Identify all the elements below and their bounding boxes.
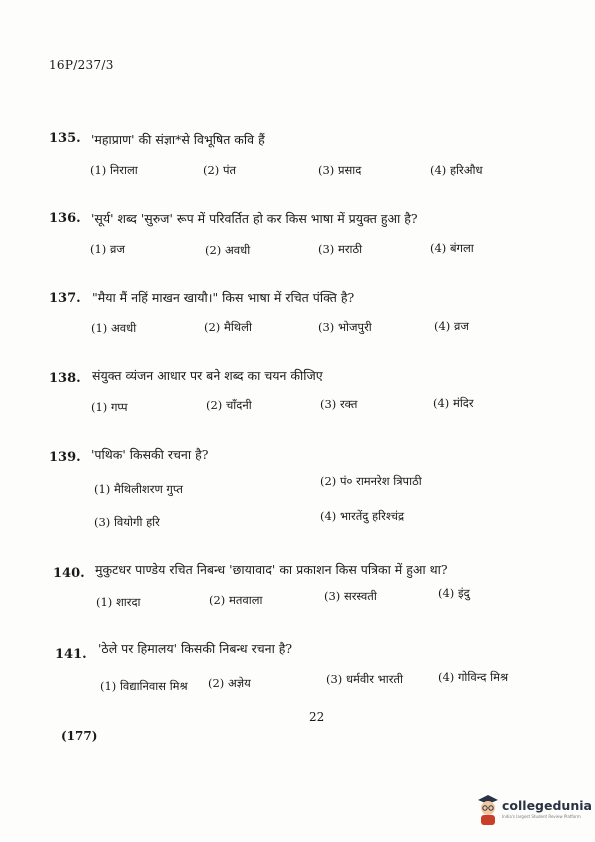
question-text: 'पथिक' किसकी रचना है? [91, 447, 209, 462]
option-1: (1) मैथिलीशरण गुप्त [94, 482, 183, 496]
option-4: (4) बंगला [430, 241, 474, 255]
question-text: 'सूर्य' शब्द 'सुरुज' रूप में परिवर्तित हो कर किस भाषा में प्रयुक्त हुआ है? [91, 211, 418, 226]
option-3: (3) भोजपुरी [318, 320, 372, 334]
option-3: (3) सरस्वती [324, 589, 377, 603]
question-text: "मैया मैं नहिं माखन खायौ।" किस भाषा में रचित पंक्ति है? [92, 290, 355, 305]
footer-code: (177) [61, 729, 98, 743]
question-text: 'ठेले पर हिमालय' किसकी निबन्ध रचना है? [98, 641, 293, 656]
question-number: 140. [53, 566, 85, 581]
brand-name: collegedunia [502, 798, 592, 813]
option-1: (1) गप्प [91, 400, 128, 414]
question-number: 137. [49, 291, 81, 306]
option-3: (3) मराठी [318, 242, 363, 256]
question-number: 135. [49, 131, 81, 146]
option-4: (4) व्रज [434, 319, 469, 333]
option-3: (3) प्रसाद [318, 163, 362, 177]
option-3: (3) रक्त [320, 397, 358, 411]
question-number: 138. [49, 371, 81, 386]
brand-tagline: India's largest Student Review Platform [502, 814, 581, 819]
option-2: (2) अवधी [205, 243, 251, 257]
option-1: (1) विद्यानिवास मिश्र [100, 679, 188, 693]
option-4: (4) मंदिर [433, 396, 474, 410]
option-4: (4) इंदु [438, 586, 470, 600]
question-text: मुकुटधर पाण्डेय रचित निबन्ध 'छायावाद' का प्रकाशन किस पत्रिका में हुआ था? [95, 562, 448, 577]
option-2: (2) मतवाला [209, 593, 263, 607]
question-number: 136. [49, 211, 81, 226]
option-3: (3) वियोगी हरि [94, 515, 160, 529]
option-1: (1) निराला [90, 163, 138, 177]
paper-code: 16P/237/3 [49, 58, 114, 72]
option-3: (3) धर्मवीर भारती [326, 672, 403, 686]
option-1: (1) शारदा [96, 595, 141, 609]
option-2: (2) पंत [203, 163, 237, 177]
collegedunia-watermark [476, 790, 592, 830]
option-2: (2) चाँदनी [206, 398, 252, 412]
question-text: संयुक्त व्यंजन आधार पर बने शब्द का चयन कीजिए [92, 368, 323, 383]
graduate-mascot-icon [476, 792, 500, 826]
question-text: 'महाप्राण' की संज्ञा*से विभूषित कवि हैं [91, 132, 265, 147]
option-2: (2) अज्ञेय [208, 676, 251, 690]
question-number: 139. [49, 450, 81, 465]
option-4: (4) भारतेंदु हरिश्चंद्र [320, 509, 405, 523]
option-1: (1) अवधी [91, 321, 137, 335]
option-4: (4) गोविन्द मिश्र [438, 670, 509, 684]
page-number: 22 [309, 710, 325, 724]
option-2: (2) पं० रामनरेश त्रिपाठी [320, 474, 422, 488]
option-1: (1) व्रज [90, 242, 125, 256]
question-number: 141. [55, 647, 87, 662]
option-4: (4) हरिऔध [430, 163, 483, 177]
option-2: (2) मैथिली [204, 320, 252, 334]
